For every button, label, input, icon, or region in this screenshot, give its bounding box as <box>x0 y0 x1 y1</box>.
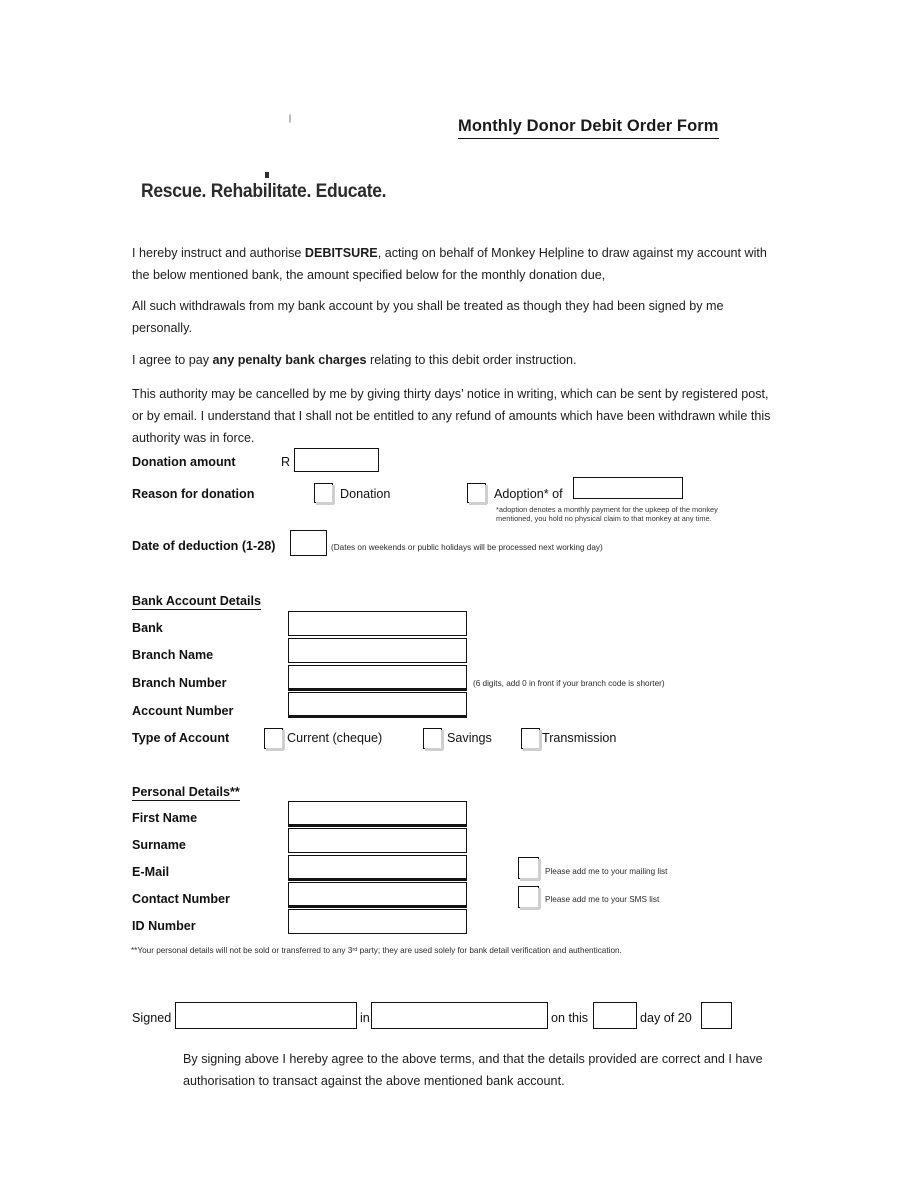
contact-number-underline <box>288 905 467 908</box>
in-label: in <box>360 1011 370 1025</box>
email-label: E-Mail <box>132 865 170 879</box>
donation-amount-input[interactable] <box>294 448 379 472</box>
scan-artifact <box>265 172 269 178</box>
branch-number-label: Branch Number <box>132 676 227 690</box>
intro-paragraph-1 <box>132 242 772 286</box>
adoption-name-input[interactable] <box>573 477 683 499</box>
email-underline <box>288 878 467 881</box>
personal-details-footnote: **Your personal details will not be sold or transferred to any 3ʳᵈ party; they are used solely for bank detail verification and authentication. <box>131 946 622 955</box>
adoption-note-line-1: *adoption denotes a monthly payment for the upkeep of the monkey <box>496 505 718 514</box>
year-input[interactable] <box>701 1002 732 1029</box>
checkbox-transmission-label: Transmission <box>542 731 617 745</box>
checkbox-adoption[interactable] <box>467 483 486 503</box>
currency-symbol: R <box>281 455 291 469</box>
signature-input[interactable] <box>175 1002 357 1029</box>
on-this-label: on this <box>551 1011 589 1025</box>
page-title: Monthly Donor Debit Order Form <box>458 117 719 139</box>
branch-number-underline <box>288 688 467 691</box>
debitsure-name: DEBITSURE <box>304 246 378 260</box>
checkbox-adoption-label: Adoption* of <box>494 487 563 501</box>
intro-paragraph-4: This authority may be cancelled by me by giving thirty days’ notice in writing, which can be sent by registered post, or by email. I understand that I shall not be entitled to any refund of amounts which have been withdrawn while this authority was in force. <box>132 387 771 445</box>
first-name-input[interactable] <box>288 801 467 826</box>
intro-paragraph-2: All such withdrawals from my bank account by you shall be treated as though they had been signed by me personally. <box>132 299 724 335</box>
organisation-tagline: Rescue. Rehabilitate. Educate. <box>141 181 387 202</box>
first-name-label: First Name <box>132 811 198 825</box>
scan-artifact <box>289 114 291 123</box>
checkbox-donation[interactable] <box>314 483 333 503</box>
intro-p3-text-after: relating to this debit order instruction. <box>366 353 577 367</box>
intro-p1-text-before: I hereby instruct and authorise <box>132 246 305 260</box>
reason-for-donation-label: Reason for donation <box>132 487 255 501</box>
day-input[interactable] <box>593 1002 637 1029</box>
date-of-deduction-input[interactable] <box>290 530 327 556</box>
date-of-deduction-note: (Dates on weekends or public holidays will be processed next working day) <box>331 543 603 552</box>
surname-label: Surname <box>132 838 186 852</box>
id-number-label: ID Number <box>132 919 196 933</box>
bank-details-section-title: Bank Account Details <box>132 594 261 608</box>
intro-paragraph-3 <box>132 349 772 371</box>
checkbox-donation-label: Donation <box>340 487 391 501</box>
branch-number-input[interactable] <box>288 665 467 690</box>
id-number-input[interactable] <box>288 909 467 934</box>
branch-number-note: (6 digits, add 0 in front if your branch code is shorter) <box>473 679 665 688</box>
account-type-label: Type of Account <box>132 731 230 745</box>
checkbox-current-cheque-label: Current (cheque) <box>287 731 383 745</box>
surname-input[interactable] <box>288 828 467 853</box>
branch-name-label: Branch Name <box>132 648 214 662</box>
checkbox-mailing-list[interactable] <box>518 857 539 879</box>
intro-p1-text-after: , acting on behalf of Monkey Helpline to draw against my account with the below mentioned bank, the amount specified below for the monthly donation due, <box>132 246 767 282</box>
checkbox-savings-label: Savings <box>447 731 492 745</box>
adoption-note-line-2: mentioned, you hold no physical claim to that monkey at any time. <box>496 514 712 523</box>
donation-amount-label: Donation amount <box>132 455 236 469</box>
place-input[interactable] <box>371 1002 548 1029</box>
account-number-input[interactable] <box>288 692 467 717</box>
contact-number-label: Contact Number <box>132 892 230 906</box>
date-of-deduction-label: Date of deduction (1-28) <box>132 539 276 553</box>
first-name-underline <box>288 824 467 827</box>
checkbox-savings[interactable] <box>423 728 442 749</box>
signed-label: Signed <box>132 1011 172 1025</box>
closing-statement: By signing above I hereby agree to the above terms, and that the details provided are correct and I have authorisation to transact against the above mentioned bank account. <box>183 1052 763 1088</box>
bank-input[interactable] <box>288 611 467 636</box>
checkbox-transmission[interactable] <box>521 728 540 749</box>
bank-label: Bank <box>132 621 163 635</box>
checkbox-sms-list-label: Please add me to your SMS list <box>545 895 660 904</box>
day-of-label: day of 20 <box>640 1011 692 1025</box>
checkbox-current-cheque[interactable] <box>264 728 283 749</box>
email-input[interactable] <box>288 855 467 880</box>
account-number-underline <box>288 715 467 718</box>
account-number-label: Account Number <box>132 704 234 718</box>
checkbox-mailing-list-label: Please add me to your mailing list <box>545 867 668 876</box>
penalty-charges-phrase: any penalty bank charges <box>212 353 367 367</box>
intro-p3-text-before: I agree to pay <box>132 353 213 367</box>
personal-details-section-title: Personal Details** <box>132 785 240 799</box>
checkbox-sms-list[interactable] <box>518 886 539 908</box>
branch-name-input[interactable] <box>288 638 467 663</box>
contact-number-input[interactable] <box>288 882 467 907</box>
